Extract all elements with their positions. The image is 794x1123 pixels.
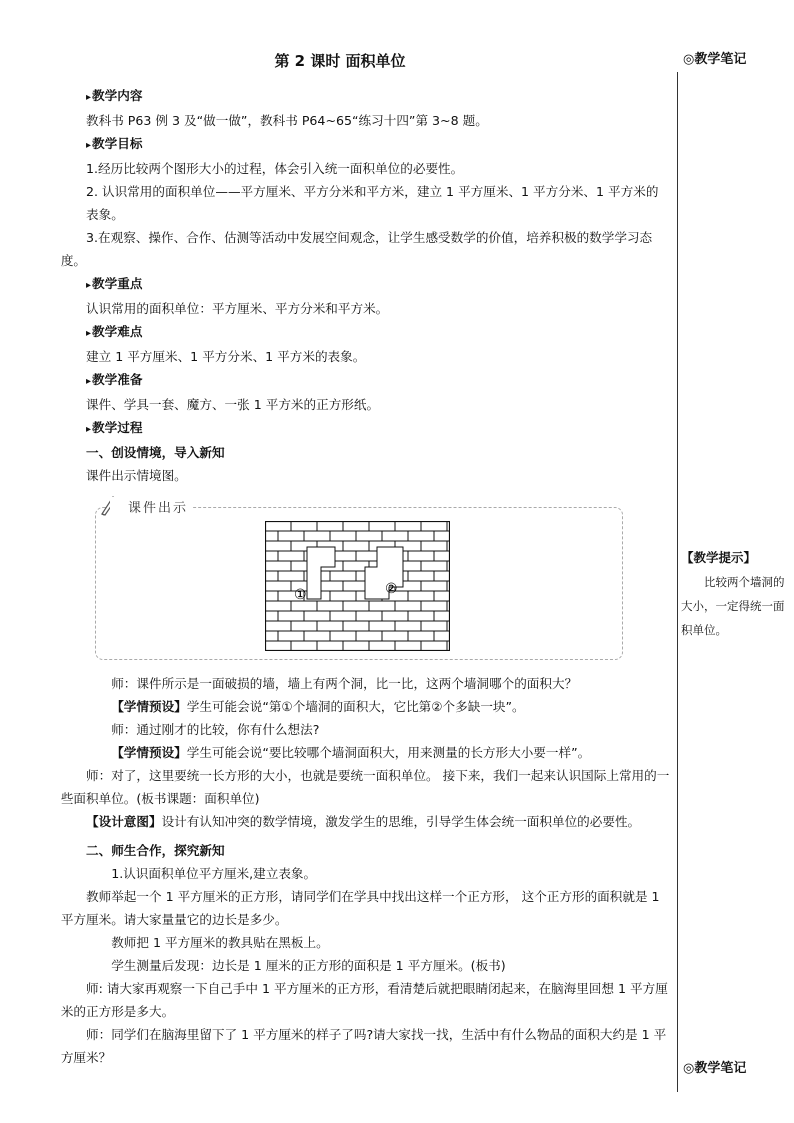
teaching-tip	[681, 546, 789, 642]
dialog-1: 师：课件所示是一面破损的墙，墙上有两个洞，比一比，这两个墙洞哪个的面积大？	[111, 676, 578, 691]
goal-2: 2. 认识常用的面积单位——平方厘米、平方分米和平方米，建立 1 平方厘米、1 平方分米、1 平方米的表象。	[86, 184, 659, 222]
goal-1: 1.经历比较两个图形大小的过程，体会引入统一面积单位的必要性。	[86, 161, 464, 176]
para-content: 教科书 P63 例 3 及“做一做”，教科书 P64~65“练习十四”第 3~8 题。	[86, 113, 488, 128]
para-prep: 课件、学具一套、魔方、一张 1 平方米的正方形纸。	[86, 397, 380, 412]
heading-key: ▸ 教学重点	[86, 272, 670, 297]
notes-label-top: ◎教学笔记	[683, 52, 747, 67]
content-lower	[60, 672, 670, 1069]
tip-text: 比较两个墙洞的大小，一定得统一面积单位。	[681, 575, 785, 637]
notes-label-bottom: ◎教学笔记	[683, 1061, 747, 1076]
heading-process: ▸ 教学过程	[86, 416, 670, 441]
para-key: 认识常用的面积单位：平方厘米、平方分米和平方米。	[86, 301, 389, 316]
dialog-3: 师：通过刚才的比较，你有什么想法?	[111, 722, 320, 737]
broken-wall-figure	[265, 521, 450, 651]
section-2-title: 二、师生合作，探究新知	[86, 843, 225, 858]
hole-2-label: ②	[385, 581, 398, 597]
step-2: 教师举起一个 1 平方厘米的正方形，请同学们在学具中找出这样一个正方形， 这个正方形的面积就是 1 平方厘米。请大家量量它的边长是多少。	[60, 889, 660, 927]
step-5: 师: 请大家再观察一下自己手中 1 平方厘米的正方形，看清楚后就把眼睛闭起来，在脑海里回想 1 平方厘米的正方形是多大。	[60, 981, 668, 1019]
heading-content: ▸ 教学内容	[86, 84, 670, 109]
step-4: 学生测量后发现：边长是 1 厘米的正方形的面积是 1 平方厘米。(板书)	[111, 958, 506, 973]
dialog-2: 【学情预设】学生可能会说“第①个墙洞的面积大，它比第②个多缺一块”。	[111, 699, 525, 714]
goal-3: 3.在观察、操作、合作、估测等活动中发展空间观念，让学生感受数学的价值，培养积极的数学学习态度。	[60, 230, 653, 268]
dialog-6: 【设计意图】设计有认知冲突的数学情境，激发学生的思维，引导学生体会统一面积单位的必要性。	[86, 814, 641, 829]
heading-prep: ▸ 教学准备	[86, 368, 670, 393]
margin-divider	[677, 72, 678, 1092]
para-show: 课件出示情境图。	[86, 468, 187, 483]
step-1: 1.认识面积单位平方厘米,建立表象。	[111, 866, 317, 881]
heading-difficult: ▸ 教学难点	[86, 320, 670, 345]
content-upper	[60, 84, 670, 487]
para-difficult: 建立 1 平方厘米、1 平方分米、1 平方米的表象。	[86, 349, 366, 364]
hole-1-label: ①	[294, 587, 307, 603]
dialog-5: 师：对了，这里要统一长方形的大小，也就是要统一面积单位。 接下来，我们一起来认识国际上常用的一些面积单位。(板书课题：面积单位)	[60, 768, 670, 806]
dialog-4: 【学情预设】学生可能会说“要比较哪个墙洞面积大，用来测量的长方形大小要一样”。	[111, 745, 591, 760]
section-1-title: 一、创设情境，导入新知	[86, 445, 225, 460]
courseware-label: 课件出示	[110, 497, 192, 516]
page-title: 第 2 课时 面积单位	[274, 52, 406, 70]
step-6: 师：同学们在脑海里留下了 1 平方厘米的样子了吗?请大家找一找，生活中有什么物品的面积大约是 1 平方厘米？	[60, 1027, 667, 1065]
step-3: 教师把 1 平方厘米的教具贴在黑板上。	[111, 935, 329, 950]
tip-title: 【教学提示】	[681, 550, 757, 565]
heading-goals: ▸ 教学目标	[86, 132, 670, 157]
